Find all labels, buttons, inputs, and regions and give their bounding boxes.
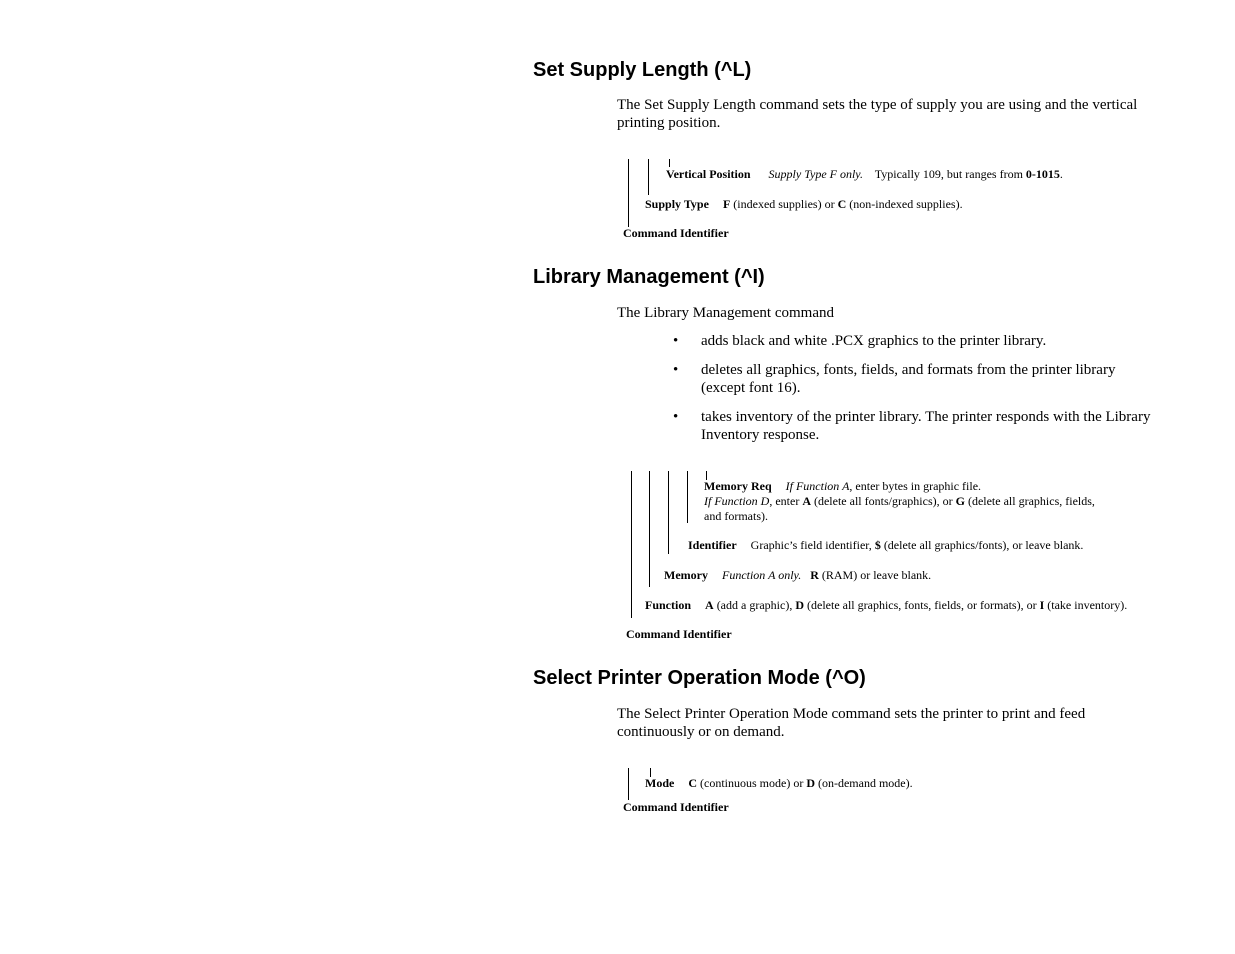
library-bracket-line-4: [687, 471, 688, 523]
library-bracket-line-3: [668, 471, 669, 554]
identifier-row: [688, 538, 1083, 553]
library-bullet-3-dot: •: [673, 409, 679, 425]
identifier-code-dollar: $: [874, 538, 881, 552]
function-code-a: A: [705, 598, 714, 612]
library-bullet-1: adds black and white .PCX graphics to the printer library.: [701, 333, 1047, 349]
memory-req-row-1: [704, 479, 981, 494]
memory-req-fd-text-a: , enter: [769, 494, 803, 508]
mode-description: The Select Printer Operation Mode command sets the printer to print and feed continuously or on demand.: [617, 706, 1086, 740]
library-bullet-3: takes inventory of the printer library. The printer responds with the Library Inventory response.: [701, 409, 1151, 443]
library-bullet-2-dot: •: [673, 362, 679, 378]
mode-row: [645, 776, 913, 791]
identifier-text-b: (delete all graphics/fonts), or leave blank.: [880, 538, 1084, 552]
mode-code-d: D: [806, 776, 815, 790]
function-label: Function: [645, 598, 692, 612]
function-text-a: (add a graphic),: [713, 598, 796, 612]
supply-type-text-a: (indexed supplies) or: [730, 197, 838, 211]
memory-req-row-2: [704, 494, 1095, 509]
mode-text-b: (on-demand mode).: [814, 776, 913, 790]
function-code-d: D: [795, 598, 804, 612]
mode-command-identifier: [623, 800, 729, 815]
vertical-position-note: Supply Type F only.: [768, 167, 863, 181]
vertical-position-label: Vertical Position: [666, 167, 751, 181]
memory-note: Function A only.: [721, 568, 802, 582]
vertical-position-text-a: Typically 109, but ranges from: [874, 167, 1026, 181]
mode-label: Mode: [645, 776, 675, 790]
supply-type-code-f: F: [722, 197, 731, 211]
memory-req-label: Memory Req: [704, 479, 772, 493]
supply-heading: Set Supply Length (^L): [533, 59, 752, 81]
library-bullet-1-dot: •: [673, 333, 679, 349]
vertical-position-text-b: .: [1059, 167, 1063, 181]
library-bracket-line-2: [649, 471, 650, 587]
supply-type-text-b: (non-indexed supplies).: [846, 197, 963, 211]
function-row: [645, 598, 1127, 613]
library-bullet-2: deletes all graphics, fonts, fields, and formats from the printer library (except font 16).: [701, 362, 1116, 396]
supply-command-identifier-label: Command Identifier: [623, 226, 729, 240]
memory-req-fd-note: If Function D: [704, 494, 770, 508]
mode-heading: Select Printer Operation Mode (^O): [533, 667, 866, 689]
memory-code-r: R: [810, 568, 819, 582]
memory-req-fd-text-c: (delete all graphics, fields,: [964, 494, 1095, 508]
memory-req-fd-text-d: and formats).: [704, 509, 768, 523]
supply-type-label: Supply Type: [645, 197, 709, 211]
mode-command-identifier-label: Command Identifier: [623, 800, 729, 814]
supply-bracket-line-3: [669, 159, 670, 167]
vertical-position-range: 0-1015: [1025, 167, 1060, 181]
supply-description: The Set Supply Length command sets the type of supply you are using and the vertical printing position.: [617, 97, 1138, 131]
memory-text: (RAM) or leave blank.: [818, 568, 932, 582]
library-command-identifier-label: Command Identifier: [626, 627, 732, 641]
library-heading: Library Management (^I): [533, 266, 765, 288]
supply-type-code-c: C: [837, 197, 847, 211]
vertical-position-row: [666, 167, 1063, 182]
memory-req-fa-text: , enter bytes in graphic file.: [849, 479, 982, 493]
memory-req-code-g: G: [955, 494, 965, 508]
mode-code-c: C: [688, 776, 697, 790]
library-command-identifier: [626, 627, 732, 642]
mode-bracket-line-1: [628, 768, 629, 800]
identifier-label: Identifier: [688, 538, 737, 552]
supply-command-identifier: [623, 226, 729, 241]
memory-row: [664, 568, 931, 583]
library-bracket-line-1: [631, 471, 632, 618]
supply-type-row: [645, 197, 963, 212]
memory-req-fd-text-b: (delete all fonts/graphics), or: [810, 494, 956, 508]
memory-req-code-a: A: [802, 494, 811, 508]
supply-bracket-line-2: [648, 159, 649, 195]
function-code-i: I: [1039, 598, 1045, 612]
supply-bracket-line-1: [628, 159, 629, 227]
identifier-text-a: Graphic’s field identifier,: [750, 538, 875, 552]
memory-label: Memory: [664, 568, 708, 582]
mode-text-a: (continuous mode) or: [697, 776, 807, 790]
function-text-b: (delete all graphics, fonts, fields, or formats), or: [804, 598, 1040, 612]
function-text-c: (take inventory).: [1044, 598, 1128, 612]
memory-req-fa-note: If Function A: [785, 479, 850, 493]
memory-req-row-3: [704, 509, 768, 524]
library-intro: The Library Management command: [617, 305, 835, 321]
